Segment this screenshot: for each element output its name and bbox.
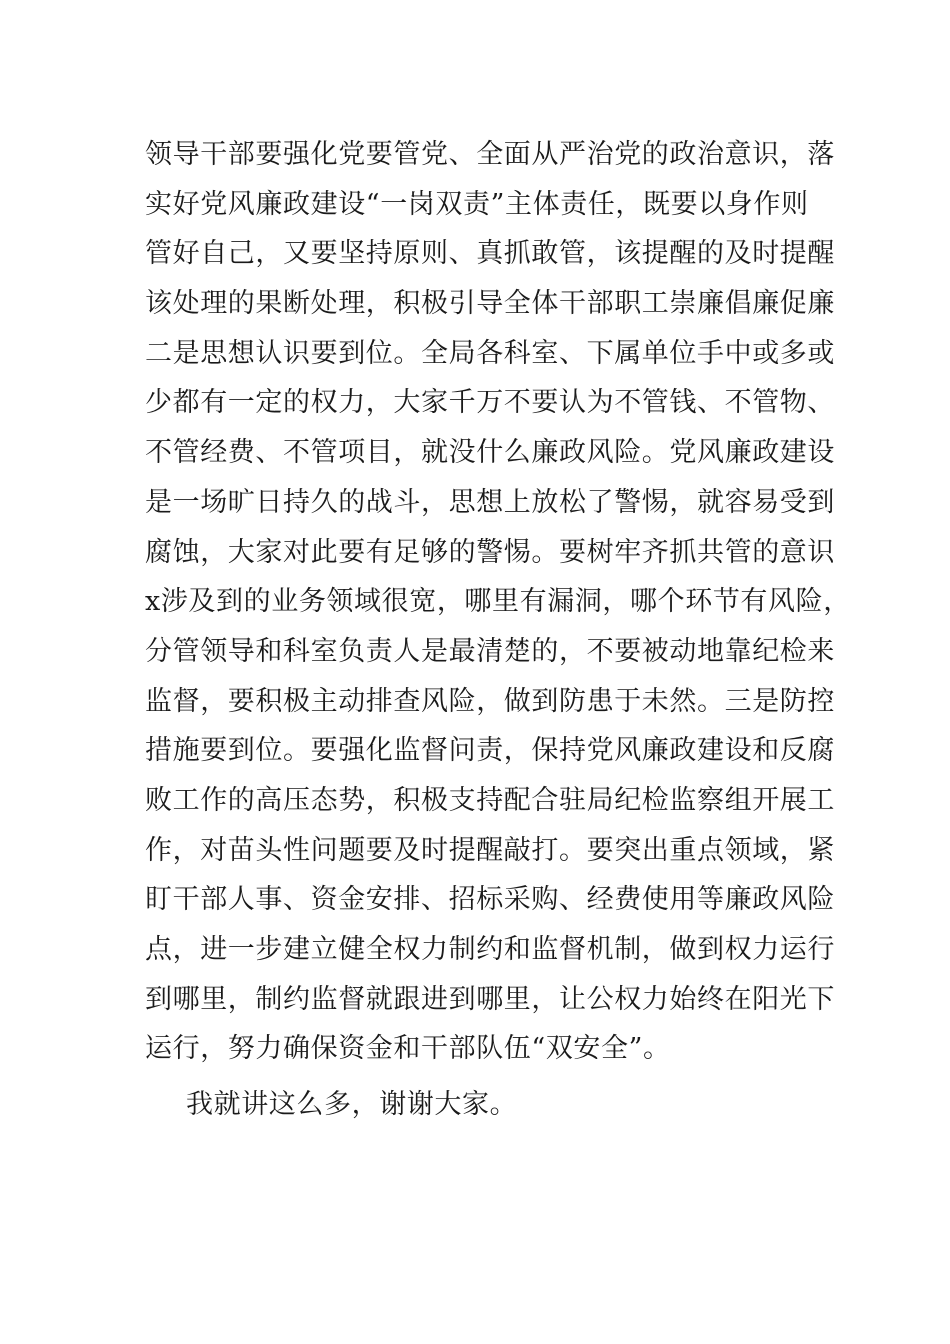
body-line-14: 败工作的高压态势，积极支持配合驻局纪检监察组开展工 bbox=[145, 784, 835, 816]
body-line-15: 作，对苗头性问题要及时提醒敲打。要突出重点领域，紧 bbox=[145, 834, 835, 866]
body-line-6: 少都有一定的权力，大家千万不要认为不管钱、不管物、 bbox=[145, 387, 835, 419]
speech-body bbox=[145, 130, 851, 1130]
body-line-18: 到哪里，制约监督就跟进到哪里，让公权力始终在阳光下 bbox=[145, 983, 835, 1015]
body-line-8: 是一场旷日持久的战斗，思想上放松了警惕，就容易受到 bbox=[145, 486, 835, 518]
body-line-19: 运行，努力确保资金和干部队伍“双安全”。 bbox=[145, 1033, 671, 1065]
body-line-1: 领导干部要强化党要管党、全面从严治党的政治意识，落 bbox=[145, 139, 835, 170]
body-line-12: 监督，要积极主动排查风险，做到防患于未然。三是防控 bbox=[145, 685, 835, 717]
body-line-4: 该处理的果断处理，积极引导全体干部职工崇廉倡廉促廉 bbox=[145, 288, 835, 320]
body-line-3: 管好自己，又要坚持原则、真抓敢管，该提醒的及时提醒 bbox=[145, 238, 835, 270]
body-line-17: 点，进一步建立健全权力制约和监督机制，做到权力运行 bbox=[145, 934, 835, 965]
body-line-13: 措施要到位。要强化监督问责，保持党风廉政建设和反腐 bbox=[145, 735, 835, 767]
body-line-5: 二是思想认识要到位。全局各科室、下属单位手中或多或 bbox=[145, 337, 835, 369]
body-line-11: 分管领导和科室负责人是最清楚的，不要被动地靠纪检来 bbox=[145, 635, 835, 667]
body-line-2: 实好党风廉政建设“一岗双责”主体责任，既要以身作则 bbox=[145, 188, 809, 220]
body-line-7: 不管经费、不管项目，就没什么廉政风险。党风廉政建设 bbox=[145, 437, 835, 469]
closing-remark: 我就讲这么多，谢谢大家。 bbox=[186, 1089, 518, 1121]
body-line-9: 腐蚀，大家对此要有足够的警惕。要树牢齐抓共管的意识 bbox=[145, 536, 835, 568]
body-line-10: x涉及到的业务领域很宽，哪里有漏洞，哪个环节有风险， bbox=[145, 586, 851, 618]
body-line-16: 盯干部人事、资金安排、招标采购、经费使用等廉政风险 bbox=[145, 884, 835, 916]
